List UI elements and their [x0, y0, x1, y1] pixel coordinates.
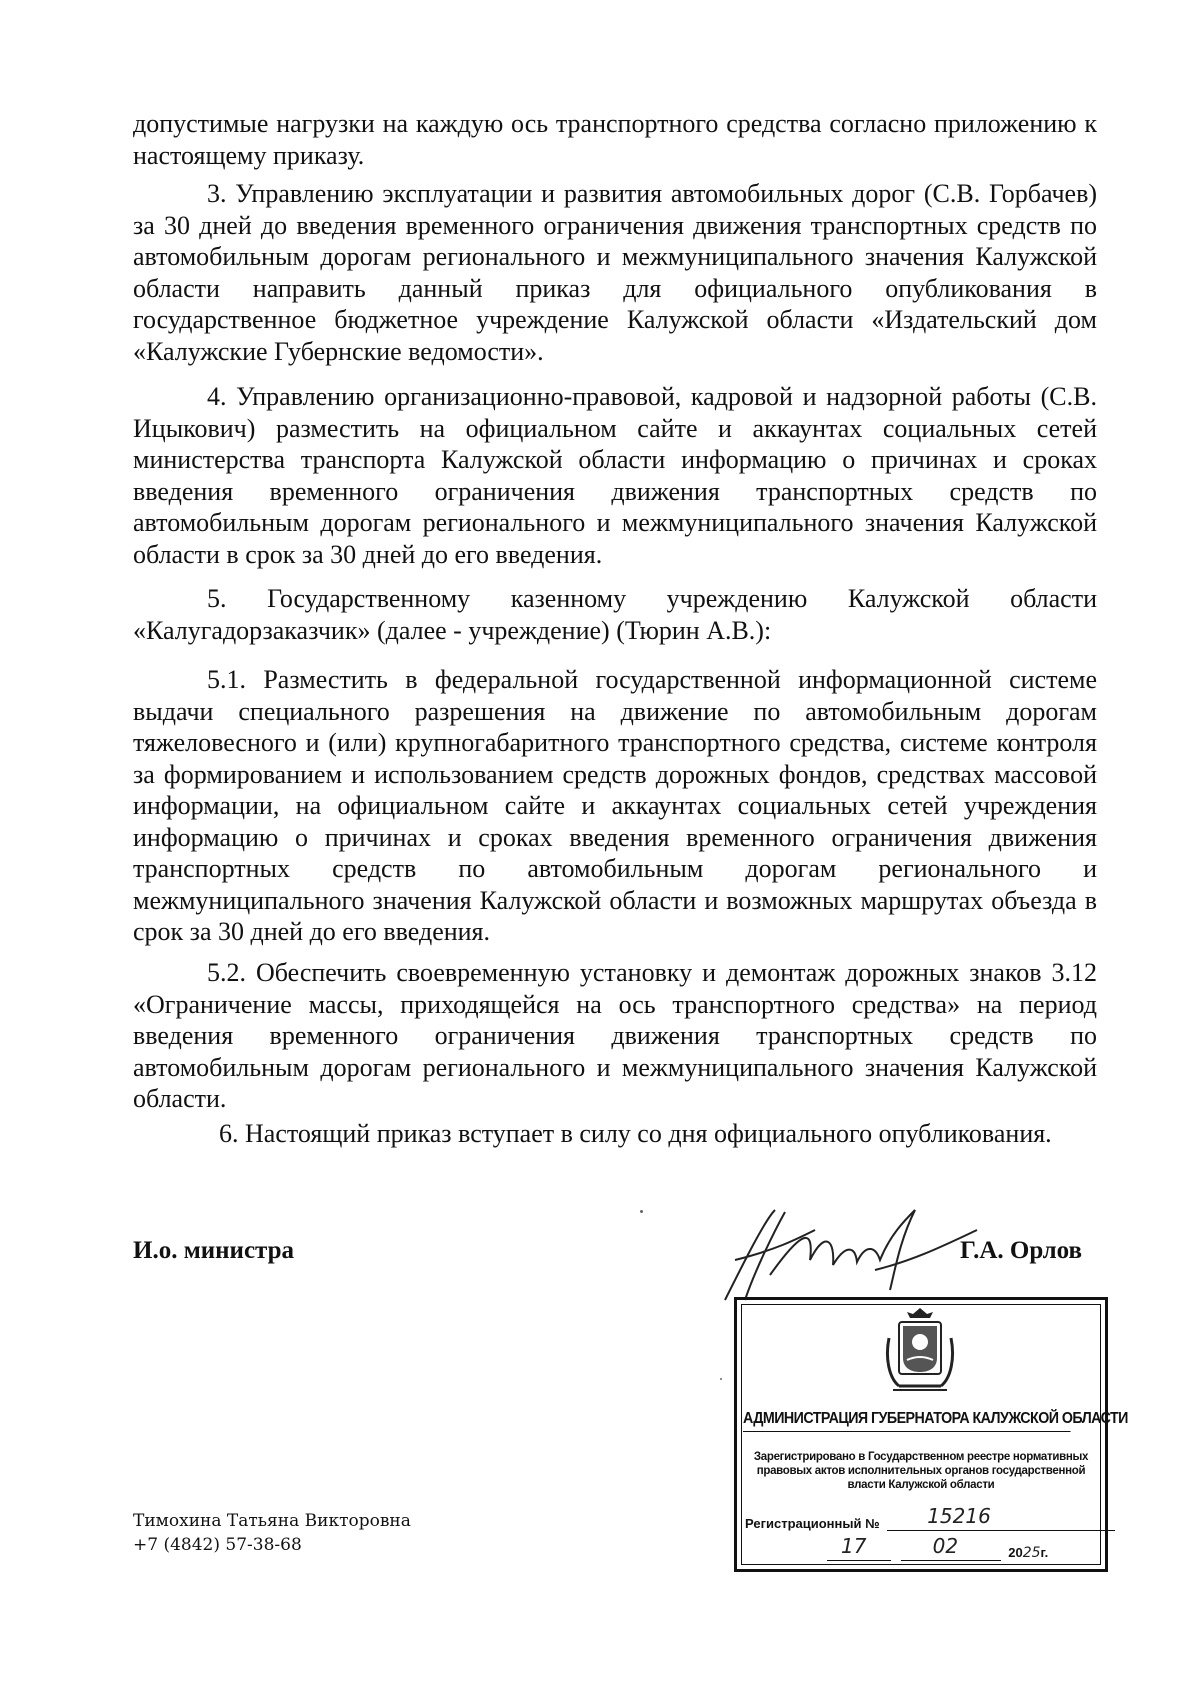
paragraph-5-1: 5.1. Разместить в федеральной государственной информационной системе выдачи специального разрешения на движение по автомобильным дорогам тяжеловесного и (или) крупногабаритного транспортного средства, системе контроля за формированием и использованием средств дорожных фондов, средствах массовой информации, на официальном сайте и аккаунтах социальных сетей учреждения информацию о причинах и сроках введения временного ограничения движения транспортных средств по автомобильным дорогам регионального и межмуниципального значения Калужской области и возможных маршрутах объезда в срок за 30 дней до его введения.: [133, 665, 1097, 946]
date-month-handwritten: 02: [932, 1534, 959, 1558]
registration-stamp: [734, 1297, 1128, 1572]
stamp-registered-text: Зарегистрировано в Государственном реестре нормативных правовых актов исполнительных органов государственной власти Калужской области: [753, 1451, 1089, 1491]
scan-speck: [720, 1378, 722, 1380]
registration-number-handwritten: 15216: [927, 1504, 991, 1528]
paragraph-5: 5. Государственному казенному учреждению Калужской области «Калугадорзаказчик» (далее - учреждение) (Тюрин А.В.):: [133, 584, 1097, 645]
date-year-handwritten: 25: [1022, 1545, 1041, 1561]
paragraph-3: 3. Управлению эксплуатации и развития автомобильных дорог (С.В. Горбачев) за 30 дней до введения временного ограничения движения транспортных средств по автомобильным дорогам регионального и межмуниципального значения Калужской области направить данный приказ для официального опубликования в государственное бюджетное учреждение Калужской области «Издательский дом «Калужские Губернские ведомости».: [133, 179, 1097, 366]
date-day-line: [827, 1534, 891, 1561]
paragraph-6: 6. Настоящий приказ вступает в силу со дня официального опубликования.: [219, 1119, 1052, 1148]
stamp-organization: АДМИНИСТРАЦИЯ ГУБЕРНАТОРА КАЛУЖСКОЙ ОБЛАСТИ: [743, 1410, 1071, 1432]
contact-phone: +7 (4842) 57-38-68: [133, 1535, 302, 1555]
date-year-prefix: 20: [1008, 1545, 1023, 1560]
date-month-line: [901, 1534, 1001, 1561]
signatory-title: И.о. министра: [133, 1237, 295, 1264]
registration-number-row: [745, 1504, 1115, 1531]
handwritten-signature: [715, 1200, 985, 1310]
contact-block: [133, 1509, 411, 1557]
signatory-name: Г.А. Орлов: [960, 1237, 1083, 1264]
date-day-handwritten: 17: [841, 1534, 867, 1558]
contact-name: Тимохина Татьяна Викторовна: [133, 1511, 411, 1531]
registration-date-row: [827, 1534, 1049, 1561]
date-suffix: г.: [1040, 1545, 1049, 1560]
coat-of-arms-emblem: [885, 1308, 955, 1396]
paragraph-5-2: 5.2. Обеспечить своевременную установку и демонтаж дорожных знаков 3.12 «Ограничение массы, приходящейся на ось транспортного средства» на период введения временного ограничения движения транспортных средств по автомобильным дорогам регионального и межмуниципального значения Калужской области.: [133, 958, 1097, 1113]
registration-number-line: [887, 1504, 1115, 1531]
scan-speck: [640, 1210, 643, 1213]
paragraph-4: 4. Управлению организационно-правовой, кадровой и надзорной работы (С.В. Ицыкович) разместить на официальном сайте и аккаунтах социальных сетей министерства транспорта Калужской области информацию о причинах и сроках введения временного ограничения движения транспортных средств по автомобильным дорогам регионального и межмуниципального значения Калужской области в срок за 30 дней до его введения.: [133, 382, 1097, 569]
registration-number-label: Регистрационный №: [745, 1516, 880, 1531]
paragraph-loads: допустимые нагрузки на каждую ось транспортного средства согласно приложению к настоящему приказу.: [133, 109, 1097, 170]
